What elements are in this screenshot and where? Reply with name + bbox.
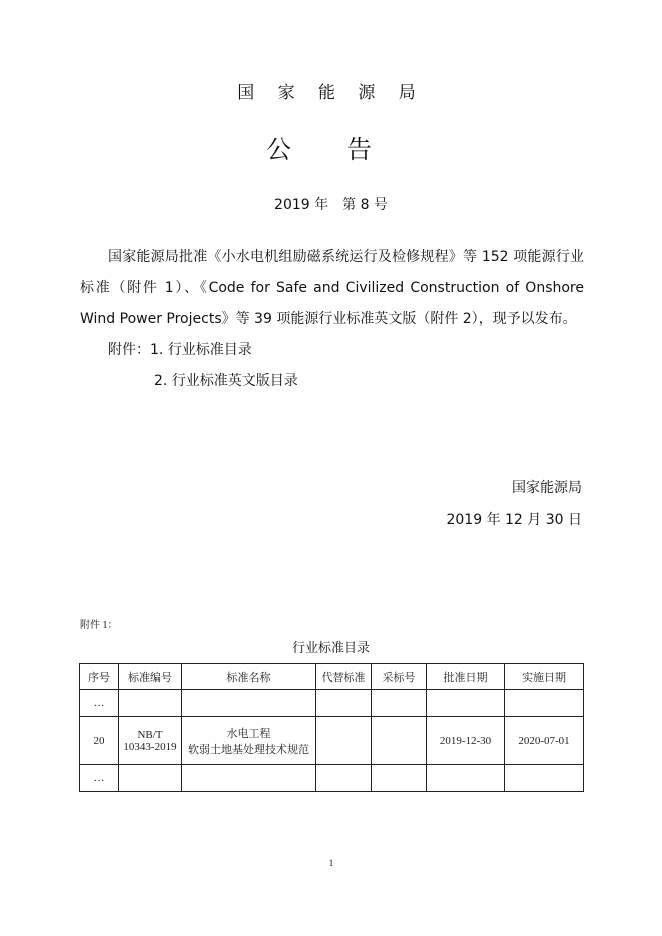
page-number: 1 <box>328 858 334 868</box>
attachments-list <box>108 335 298 397</box>
cell-name-line: 软弱土地基处理技术规范 <box>188 743 309 756</box>
attachments-label: 附件：1. <box>108 342 164 358</box>
cell-seq: … <box>80 765 119 792</box>
cell-replaces <box>316 717 372 765</box>
cell-name-line: 水电工程 <box>226 727 271 740</box>
column-header: 采标号 <box>372 664 427 690</box>
column-header: 批准日期 <box>427 664 505 690</box>
cell-adopted <box>372 765 427 792</box>
column-header: 序号 <box>80 664 119 690</box>
cell-effective: 2020-07-01 <box>505 717 584 765</box>
standards-table <box>79 663 584 792</box>
column-header: 实施日期 <box>505 664 584 690</box>
cell-approved <box>427 690 505 717</box>
cell-adopted <box>372 717 427 765</box>
column-header: 标准名称 <box>182 664 316 690</box>
column-header: 标准编号 <box>119 664 182 690</box>
signature-issuer: 国家能源局 <box>512 480 582 496</box>
cell-seq: 20 <box>80 717 119 765</box>
table-row <box>80 717 584 765</box>
cell-code: NB/T 10343-2019 <box>119 717 182 765</box>
table-row <box>80 765 584 792</box>
column-header: 代替标准 <box>316 664 372 690</box>
cell-replaces <box>316 690 372 717</box>
table-title: 行业标准目录 <box>291 641 370 656</box>
cell-code <box>119 765 182 792</box>
issuing-organization: 国 家 能 源 局 <box>237 83 425 103</box>
attachment-item-2: 行业标准英文版目录 <box>171 373 298 389</box>
cell-adopted <box>372 690 427 717</box>
table-header-row <box>80 664 584 690</box>
cell-name <box>182 690 316 717</box>
table-row <box>80 690 584 717</box>
cell-replaces <box>316 765 372 792</box>
announcement-paragraph: 国家能源局批准《小水电机组励磁系统运行及检修规程》等 152 项能源行业标准（附件 1）、《Code for Safe and Civilized Construction of Onshore Wind Power Projects》等 39 项能源行业标准英文版（附件 2），现予以发布。 <box>80 249 584 327</box>
document-title: 公 告 <box>266 135 396 164</box>
cell-name <box>182 765 316 792</box>
cell-name <box>182 717 316 765</box>
cell-code <box>119 690 182 717</box>
cell-approved <box>427 765 505 792</box>
announcement-body <box>80 242 584 335</box>
cell-seq: … <box>80 690 119 717</box>
cell-effective <box>505 765 584 792</box>
cell-effective <box>505 690 584 717</box>
document-number: 2019 年 第 8 号 <box>274 197 388 213</box>
attachment-item-1: 行业标准目录 <box>167 342 252 358</box>
cell-approved: 2019-12-30 <box>427 717 505 765</box>
appendix-label: 附件 1： <box>80 620 118 631</box>
signature-date: 2019 年 12 月 30 日 <box>446 512 582 528</box>
signature-block <box>446 472 582 536</box>
attachment-item-2-number: 2. <box>154 373 168 389</box>
